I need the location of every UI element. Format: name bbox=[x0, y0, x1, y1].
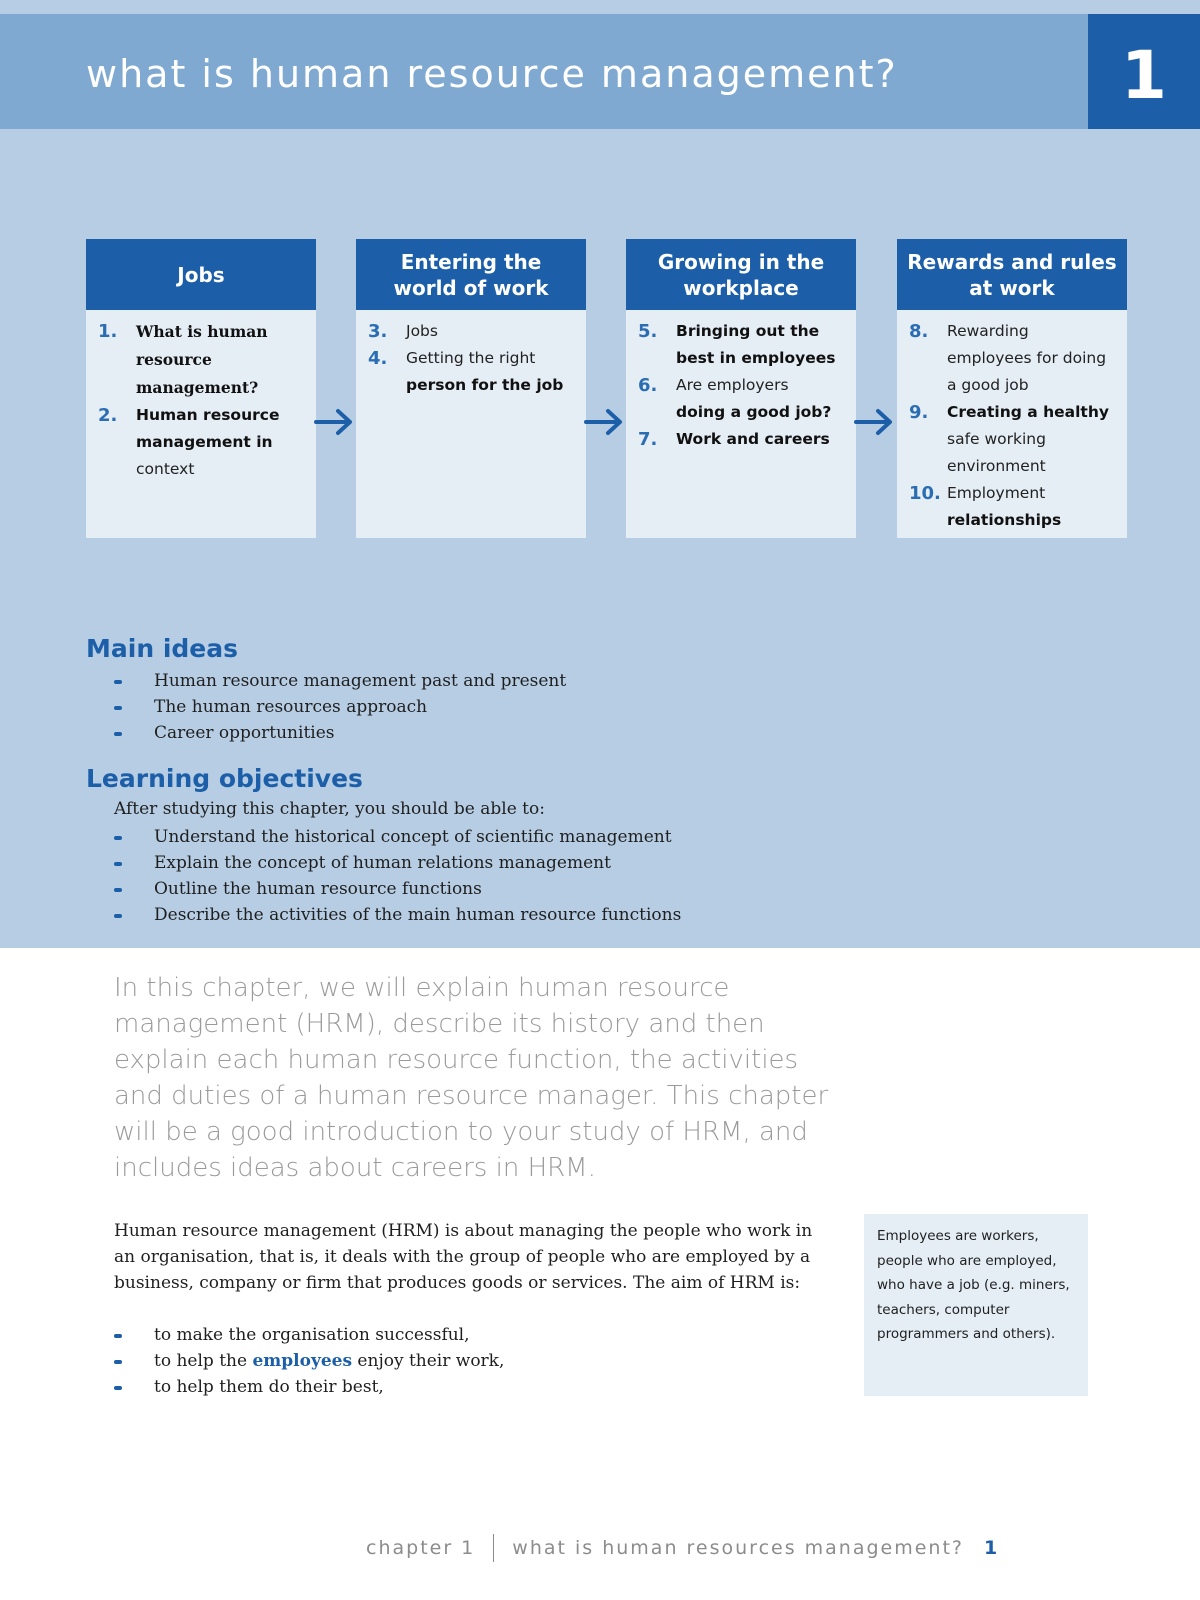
chapter-number-badge: 1 bbox=[1088, 14, 1200, 129]
list-item bbox=[114, 694, 566, 720]
flow-item-number: 9. bbox=[909, 402, 929, 423]
flow-item bbox=[909, 480, 1117, 534]
arrow-right-icon bbox=[854, 404, 896, 440]
bullet-icon bbox=[114, 862, 122, 866]
list-item-text: Describe the activities of the main human resource functions bbox=[154, 905, 682, 925]
list-item-text: Outline the human resource functions bbox=[154, 879, 482, 899]
flow-item-number: 7. bbox=[638, 429, 658, 450]
flow-item-text-regular: safe working environment bbox=[947, 430, 1046, 475]
flow-item bbox=[368, 318, 576, 345]
glossary-sidebar bbox=[864, 1214, 1088, 1396]
page-footer bbox=[366, 1534, 999, 1562]
list-item bbox=[114, 876, 681, 902]
flow-item-text-bold: relationships bbox=[947, 511, 1062, 529]
flow-box-heading: Entering the world of work bbox=[356, 239, 586, 310]
flow-item bbox=[909, 399, 1117, 480]
list-item-text-before: to help the bbox=[154, 1351, 253, 1371]
flow-item bbox=[98, 402, 306, 483]
bullet-icon bbox=[114, 732, 122, 736]
main-ideas-heading: Main ideas bbox=[86, 634, 238, 663]
chapter-intro-paragraph: In this chapter, we will explain human resource management (HRM), describe its history and then explain each human resource function, the activities and duties of a human resource manager. This chapter will be a good introduction to your study of HRM, and includes ideas about careers in HRM. bbox=[114, 973, 829, 1183]
flow-item bbox=[638, 372, 846, 426]
list-item bbox=[114, 720, 566, 746]
flow-item-text-regular: Getting the right bbox=[406, 349, 536, 367]
flow-item-number: 6. bbox=[638, 375, 658, 396]
list-item-text: Human resource management past and present bbox=[154, 671, 567, 691]
flow-box-heading: Rewards and rules at work bbox=[897, 239, 1127, 310]
list-item bbox=[114, 824, 681, 850]
footer-divider bbox=[493, 1534, 494, 1562]
flow-item-text bbox=[136, 318, 306, 402]
list-item bbox=[114, 902, 681, 928]
flow-item-text-bold: Bringing out the best in employees bbox=[676, 322, 836, 367]
flow-box-entering-world-of-work bbox=[356, 239, 586, 538]
bullet-icon bbox=[114, 1360, 122, 1364]
flow-box-list bbox=[626, 310, 856, 453]
list-item bbox=[114, 668, 566, 694]
flow-item-number: 5. bbox=[638, 321, 658, 342]
flow-box-heading: Jobs bbox=[86, 239, 316, 310]
footer-running-title: what is human resources management? bbox=[512, 1537, 965, 1559]
bullet-icon bbox=[114, 680, 122, 684]
learning-objectives-intro: After studying this chapter, you should be able to: bbox=[114, 799, 545, 819]
flow-item-text-bold: doing a good job? bbox=[676, 403, 832, 421]
flow-item-text-bold: Work and careers bbox=[676, 430, 830, 448]
flow-item-text bbox=[676, 318, 846, 372]
flow-item-text: Rewarding employees for doing a good job bbox=[947, 322, 1107, 394]
list-item bbox=[114, 850, 681, 876]
flow-item-number: 3. bbox=[368, 321, 388, 342]
arrow-right-icon bbox=[584, 404, 626, 440]
learning-objectives-list bbox=[114, 824, 681, 928]
bullet-icon bbox=[114, 888, 122, 892]
flow-item-text bbox=[136, 402, 306, 483]
bullet-icon bbox=[114, 1334, 122, 1338]
top-strip bbox=[0, 0, 1200, 14]
flow-box-list bbox=[86, 310, 316, 483]
flow-item-text: Jobs bbox=[406, 322, 438, 340]
list-item-text: Understand the historical concept of scientific management bbox=[154, 827, 672, 847]
flow-item-text bbox=[947, 399, 1117, 480]
flow-item-text-bold: What is human resource management? bbox=[136, 322, 268, 397]
list-item-text: to make the organisation successful, bbox=[154, 1325, 470, 1345]
flow-item-number: 8. bbox=[909, 321, 929, 342]
flow-item-text bbox=[676, 372, 831, 426]
flow-item bbox=[368, 345, 576, 399]
list-item bbox=[114, 1374, 504, 1400]
flow-box-jobs bbox=[86, 239, 316, 538]
page-number: 1 bbox=[984, 1537, 1000, 1559]
arrow-right-icon bbox=[314, 404, 356, 440]
flow-item-text bbox=[676, 426, 830, 453]
list-item bbox=[114, 1348, 504, 1374]
flow-box-list bbox=[356, 310, 586, 399]
flow-item-text-bold: Human resource management in bbox=[136, 406, 280, 451]
glossary-term-employees: employees bbox=[252, 1351, 353, 1371]
list-item-text: The human resources approach bbox=[154, 697, 428, 717]
flow-item-text-regular: Are employers bbox=[676, 376, 789, 394]
main-ideas-list bbox=[114, 668, 566, 746]
flow-box-growing-in-workplace bbox=[626, 239, 856, 538]
list-item-text: Career opportunities bbox=[154, 723, 335, 743]
flow-item-text-bold: Creating a healthy bbox=[947, 403, 1109, 421]
bullet-icon bbox=[114, 914, 122, 918]
list-item bbox=[114, 1322, 504, 1348]
flow-item-number: 1. bbox=[98, 321, 118, 342]
flow-item-text-regular: Employment bbox=[947, 484, 1046, 502]
flow-item bbox=[98, 318, 306, 402]
flow-item-number: 10. bbox=[909, 483, 941, 504]
list-item-text: to help them do their best, bbox=[154, 1377, 384, 1397]
flow-item-text bbox=[947, 480, 1061, 534]
flow-box-heading: Growing in the workplace bbox=[626, 239, 856, 310]
body-paragraph: Human resource management (HRM) is about managing the people who work in an organisation, that is, it deals with the group of people who are employed by a business, company or firm that produces goods or services. The aim of HRM is: bbox=[114, 1221, 813, 1293]
flow-item-number: 4. bbox=[368, 348, 388, 369]
flow-box-rewards-and-rules bbox=[897, 239, 1127, 538]
flow-box-list bbox=[897, 310, 1127, 534]
list-item-text: Explain the concept of human relations management bbox=[154, 853, 611, 873]
bullet-icon bbox=[114, 1386, 122, 1390]
bullet-icon bbox=[114, 836, 122, 840]
glossary-definition: Employees are workers, people who are employed, who have a job (e.g. miners, teachers, computer programmers and others). bbox=[877, 1228, 1070, 1342]
flow-item-text-bold: person for the job bbox=[406, 376, 564, 394]
footer-chapter-label: chapter 1 bbox=[366, 1537, 476, 1559]
flow-item-text bbox=[406, 345, 563, 399]
chapter-title: what is human resource management? bbox=[86, 52, 898, 96]
flow-item bbox=[909, 318, 1117, 399]
learning-objectives-heading: Learning objectives bbox=[86, 764, 363, 793]
flow-item-number: 2. bbox=[98, 405, 118, 426]
bullet-icon bbox=[114, 706, 122, 710]
flow-item bbox=[638, 318, 846, 372]
list-item-text-after: enjoy their work, bbox=[352, 1351, 505, 1371]
title-bar bbox=[0, 14, 1088, 129]
flow-item bbox=[638, 426, 846, 453]
hrm-aims-list bbox=[114, 1322, 504, 1400]
flow-item-text-regular: context bbox=[136, 460, 195, 478]
